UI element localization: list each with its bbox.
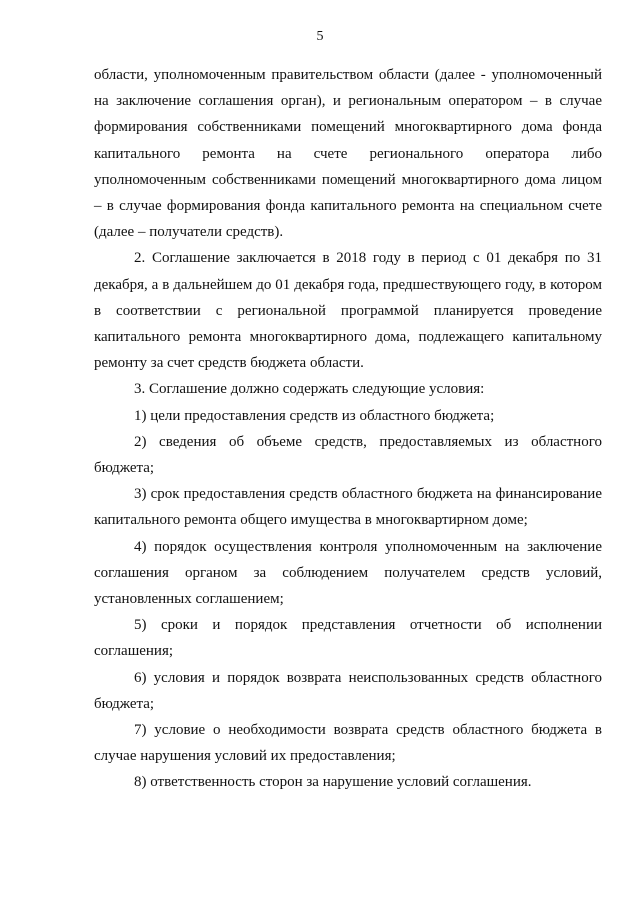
condition-item-8: 8) ответственность сторон за нарушение условий соглашения. (134, 774, 532, 791)
condition-item-2: 2) сведения об объеме средств, предоставляемых из областного бюджета; (94, 433, 602, 477)
page-number: 5 (316, 29, 324, 44)
paragraph-continuation: области, уполномоченным правительством области (далее - уполномоченный на заключение соглашения орган), и региональным оператором – в случае формирования собственниками помещений многоквартирного дома фонда капитального ремонта на счете регионального оператора либо уполномоченным собственниками помещений многоквартирного дома лицом – в случае формирования фонда капитального ремонта на специальном счете (далее – получатели средств). (94, 67, 602, 241)
condition-item-7: 7) условие о необходимости возврата средств областного бюджета в случае нарушения условий их предоставления; (94, 722, 602, 765)
condition-item-5: 5) сроки и порядок представления отчетности об исполнении соглашения; (94, 617, 602, 660)
condition-item-1: 1) цели предоставления средств из областного бюджета; (134, 407, 495, 424)
document-body (94, 62, 602, 796)
paragraph-item-3: 3. Соглашение должно содержать следующие условия: (134, 381, 485, 398)
condition-item-4: 4) порядок осуществления контроля уполномоченным на заключение соглашения органом за соблюдением получателем средств условий, установленных соглашением; (94, 538, 602, 608)
condition-item-6: 6) условия и порядок возврата неиспользованных средств областного бюджета; (94, 669, 602, 712)
paragraph-item-2: 2. Соглашение заключается в 2018 году в период с 01 декабря по 31 декабря, а в дальнейшем до 01 декабря года, предшествующего году, в котором в соответствии с региональной программой планируется проведение капитального ремонта многоквартирного дома, подлежащего капитальному ремонту за счет средств бюджета области. (94, 250, 602, 372)
condition-item-3: 3) срок предоставления средств областного бюджета на финансирование капитального ремонта общего имущества в многоквартирном доме; (94, 486, 602, 529)
